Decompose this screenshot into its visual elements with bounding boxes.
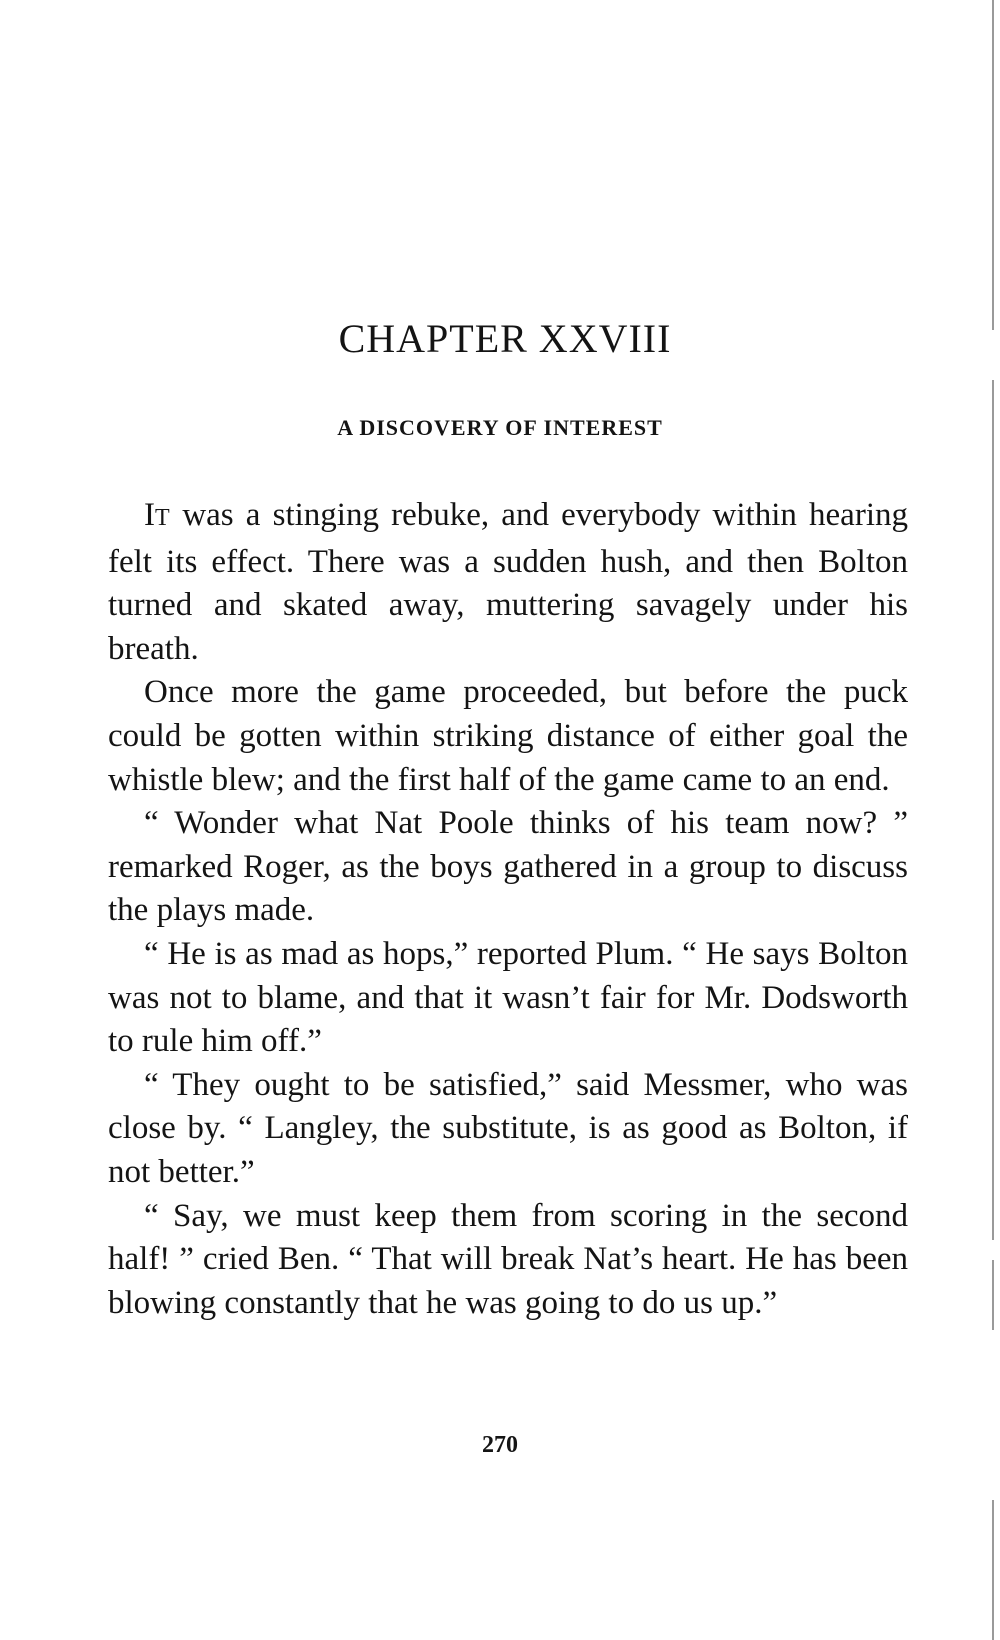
page-edge-shadow — [992, 1500, 994, 1640]
paragraph: “ Wonder what Nat Poole thinks of his team now? ” remarked Roger, as the boys gathered in a group to discuss the plays made. — [108, 805, 908, 929]
page-edge-shadow — [992, 1260, 994, 1330]
paragraph — [108, 494, 908, 671]
paragraph: “ They ought to be satisfied,” said Messmer, who was close by. “ Langley, the substitute, is as good as Bolton, if not better.” — [108, 1066, 908, 1190]
body-text — [108, 494, 908, 1325]
chapter-title: CHAPTER XXVIII — [338, 316, 672, 361]
page-edge-shadow — [992, 380, 994, 1240]
paragraph: “ He is as mad as hops,” reported Plum. “ He says Bolton was not to blame, and that it wasn’t fair for Mr. Dodsworth to rule him off.” — [108, 935, 908, 1060]
drop-word-initial: I — [144, 497, 155, 533]
page-number: 270 — [482, 1432, 518, 1458]
paragraph: “ Say, we must keep them from scoring in the second half! ” cried Ben. “ That will break Nat’s heart. He has been blowing constantly that he was going to do us up.” — [108, 1197, 908, 1321]
paragraph: Once more the game proceeded, but before the puck could be gotten within striking distance of either goal the whistle blew; and the first half of the game came to an end. — [108, 674, 908, 798]
drop-word-rest: T — [155, 505, 171, 531]
paragraph-text: was a stinging rebuke, and everybody within hearing felt its effect. There was a sudden hush, and then Bolton turned and skated away, muttering savagely under his breath. — [108, 497, 908, 667]
chapter-subtitle: A DISCOVERY OF INTEREST — [337, 415, 663, 440]
page-edge-shadow — [992, 0, 994, 330]
